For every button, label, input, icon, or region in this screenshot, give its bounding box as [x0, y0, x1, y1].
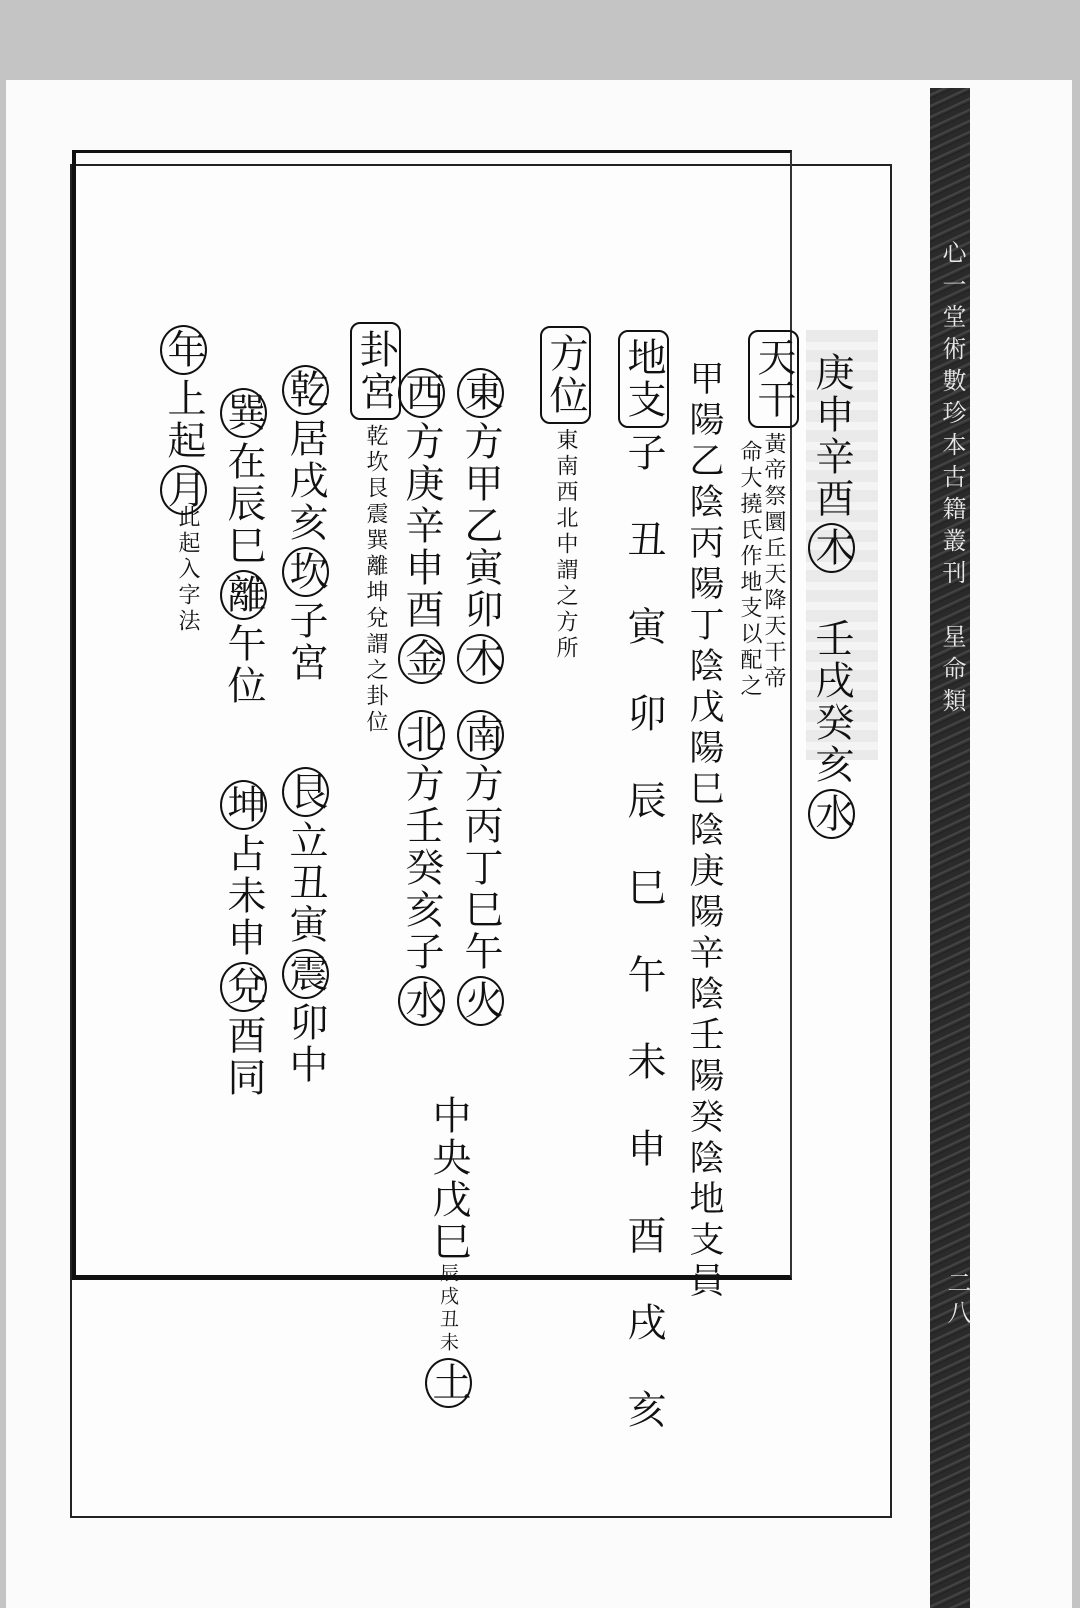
col11-text-d: 子宮 — [283, 600, 328, 684]
spine-page-number: 二八 — [943, 1270, 971, 1330]
col1-text-a: 庚申辛酉 — [809, 352, 854, 520]
trigram-xun-mark: 巽 — [220, 388, 267, 438]
column-6 — [540, 326, 591, 662]
column-13 — [160, 322, 207, 518]
direction-north-mark: 北 — [398, 710, 445, 760]
direction-west-mark: 西 — [398, 368, 445, 418]
trigram-dui-mark: 兌 — [220, 962, 267, 1012]
col8-text-b: 辰戌丑未 — [437, 1263, 459, 1355]
trigram-zhen-mark: 震 — [282, 949, 329, 999]
column-5 — [618, 330, 669, 1476]
column-14 — [176, 505, 198, 635]
col12-text-h: 酉同 — [221, 1015, 266, 1099]
col12-text-b: 在辰巳 — [221, 441, 266, 567]
element-wood-mark: 木 — [808, 523, 855, 573]
col9-text-e: 方壬癸亥子 — [399, 763, 444, 973]
col9-text-b: 方庚辛申酉 — [399, 421, 444, 631]
col13-text-b: 上起 — [161, 378, 206, 462]
col10-text: 乾坎艮震巽離坤兌謂之卦位 — [363, 424, 388, 736]
col2-text: 黃帝祭圜丘天降天干帝 — [761, 432, 786, 692]
element-metal-mark: 金 — [398, 634, 445, 684]
col8-text-a: 中央戊巳 — [426, 1095, 471, 1263]
trigram-li-mark: 離 — [220, 570, 267, 620]
col3-text: 命大撓氏作地支以配之 — [737, 440, 762, 700]
direction-east-mark: 東 — [457, 368, 504, 418]
heading-dizhi: 地支 — [618, 330, 669, 428]
col5-text: 子丑寅卯辰巳午未申酉戌亥 — [621, 432, 666, 1476]
col7-text-e: 方丙丁巳午 — [458, 763, 503, 973]
direction-south-mark: 南 — [457, 710, 504, 760]
col4-text: 甲陽乙陰丙陽丁陰戊陽巳陰庚陽辛陰壬陽癸陰地支員 — [684, 360, 724, 1303]
column-4 — [684, 360, 724, 1303]
column-7 — [457, 365, 504, 1029]
column-1 — [808, 352, 855, 842]
year-mark: 年 — [160, 325, 207, 375]
col6-text: 東南西北中謂之方所 — [553, 428, 578, 662]
top-band — [0, 0, 1080, 80]
trigram-qian-mark: 乾 — [282, 365, 329, 415]
element-fire-mark: 火 — [457, 976, 504, 1026]
column-9 — [398, 365, 445, 1029]
col11-text-f: 立丑寅 — [283, 820, 328, 946]
column-8 — [425, 1095, 472, 1411]
element-earth-mark: 土 — [425, 1358, 472, 1408]
heading-guagong: 卦宮 — [350, 322, 401, 420]
col12-text-d: 午位 — [221, 623, 266, 707]
col11-text-h: 卯中 — [283, 1002, 328, 1086]
col11-text-b: 居戌亥 — [283, 418, 328, 544]
element-water-mark: 水 — [808, 789, 855, 839]
element-water-mark-2: 水 — [398, 976, 445, 1026]
spine-title: 心一堂術數珍本古籍叢刊 星命類 — [938, 240, 966, 720]
column-3 — [738, 440, 760, 700]
trigram-gen-mark: 艮 — [282, 767, 329, 817]
heading-tiangan: 天干 — [748, 330, 799, 428]
col7-text-b: 方甲乙寅卯 — [458, 421, 503, 631]
month-mark: 月 — [160, 465, 207, 515]
col1-text-c: 壬戌癸亥 — [809, 576, 854, 786]
column-11 — [282, 362, 329, 1086]
column-12 — [220, 385, 267, 1099]
heading-fangwei: 方位 — [540, 326, 591, 424]
col14-text: 此起入字法 — [175, 505, 200, 635]
col12-text-f: 占未申 — [221, 833, 266, 959]
column-10 — [350, 322, 401, 736]
element-wood-mark-2: 木 — [457, 634, 504, 684]
trigram-kan-mark: 坎 — [282, 547, 329, 597]
trigram-kun-mark: 坤 — [220, 780, 267, 830]
